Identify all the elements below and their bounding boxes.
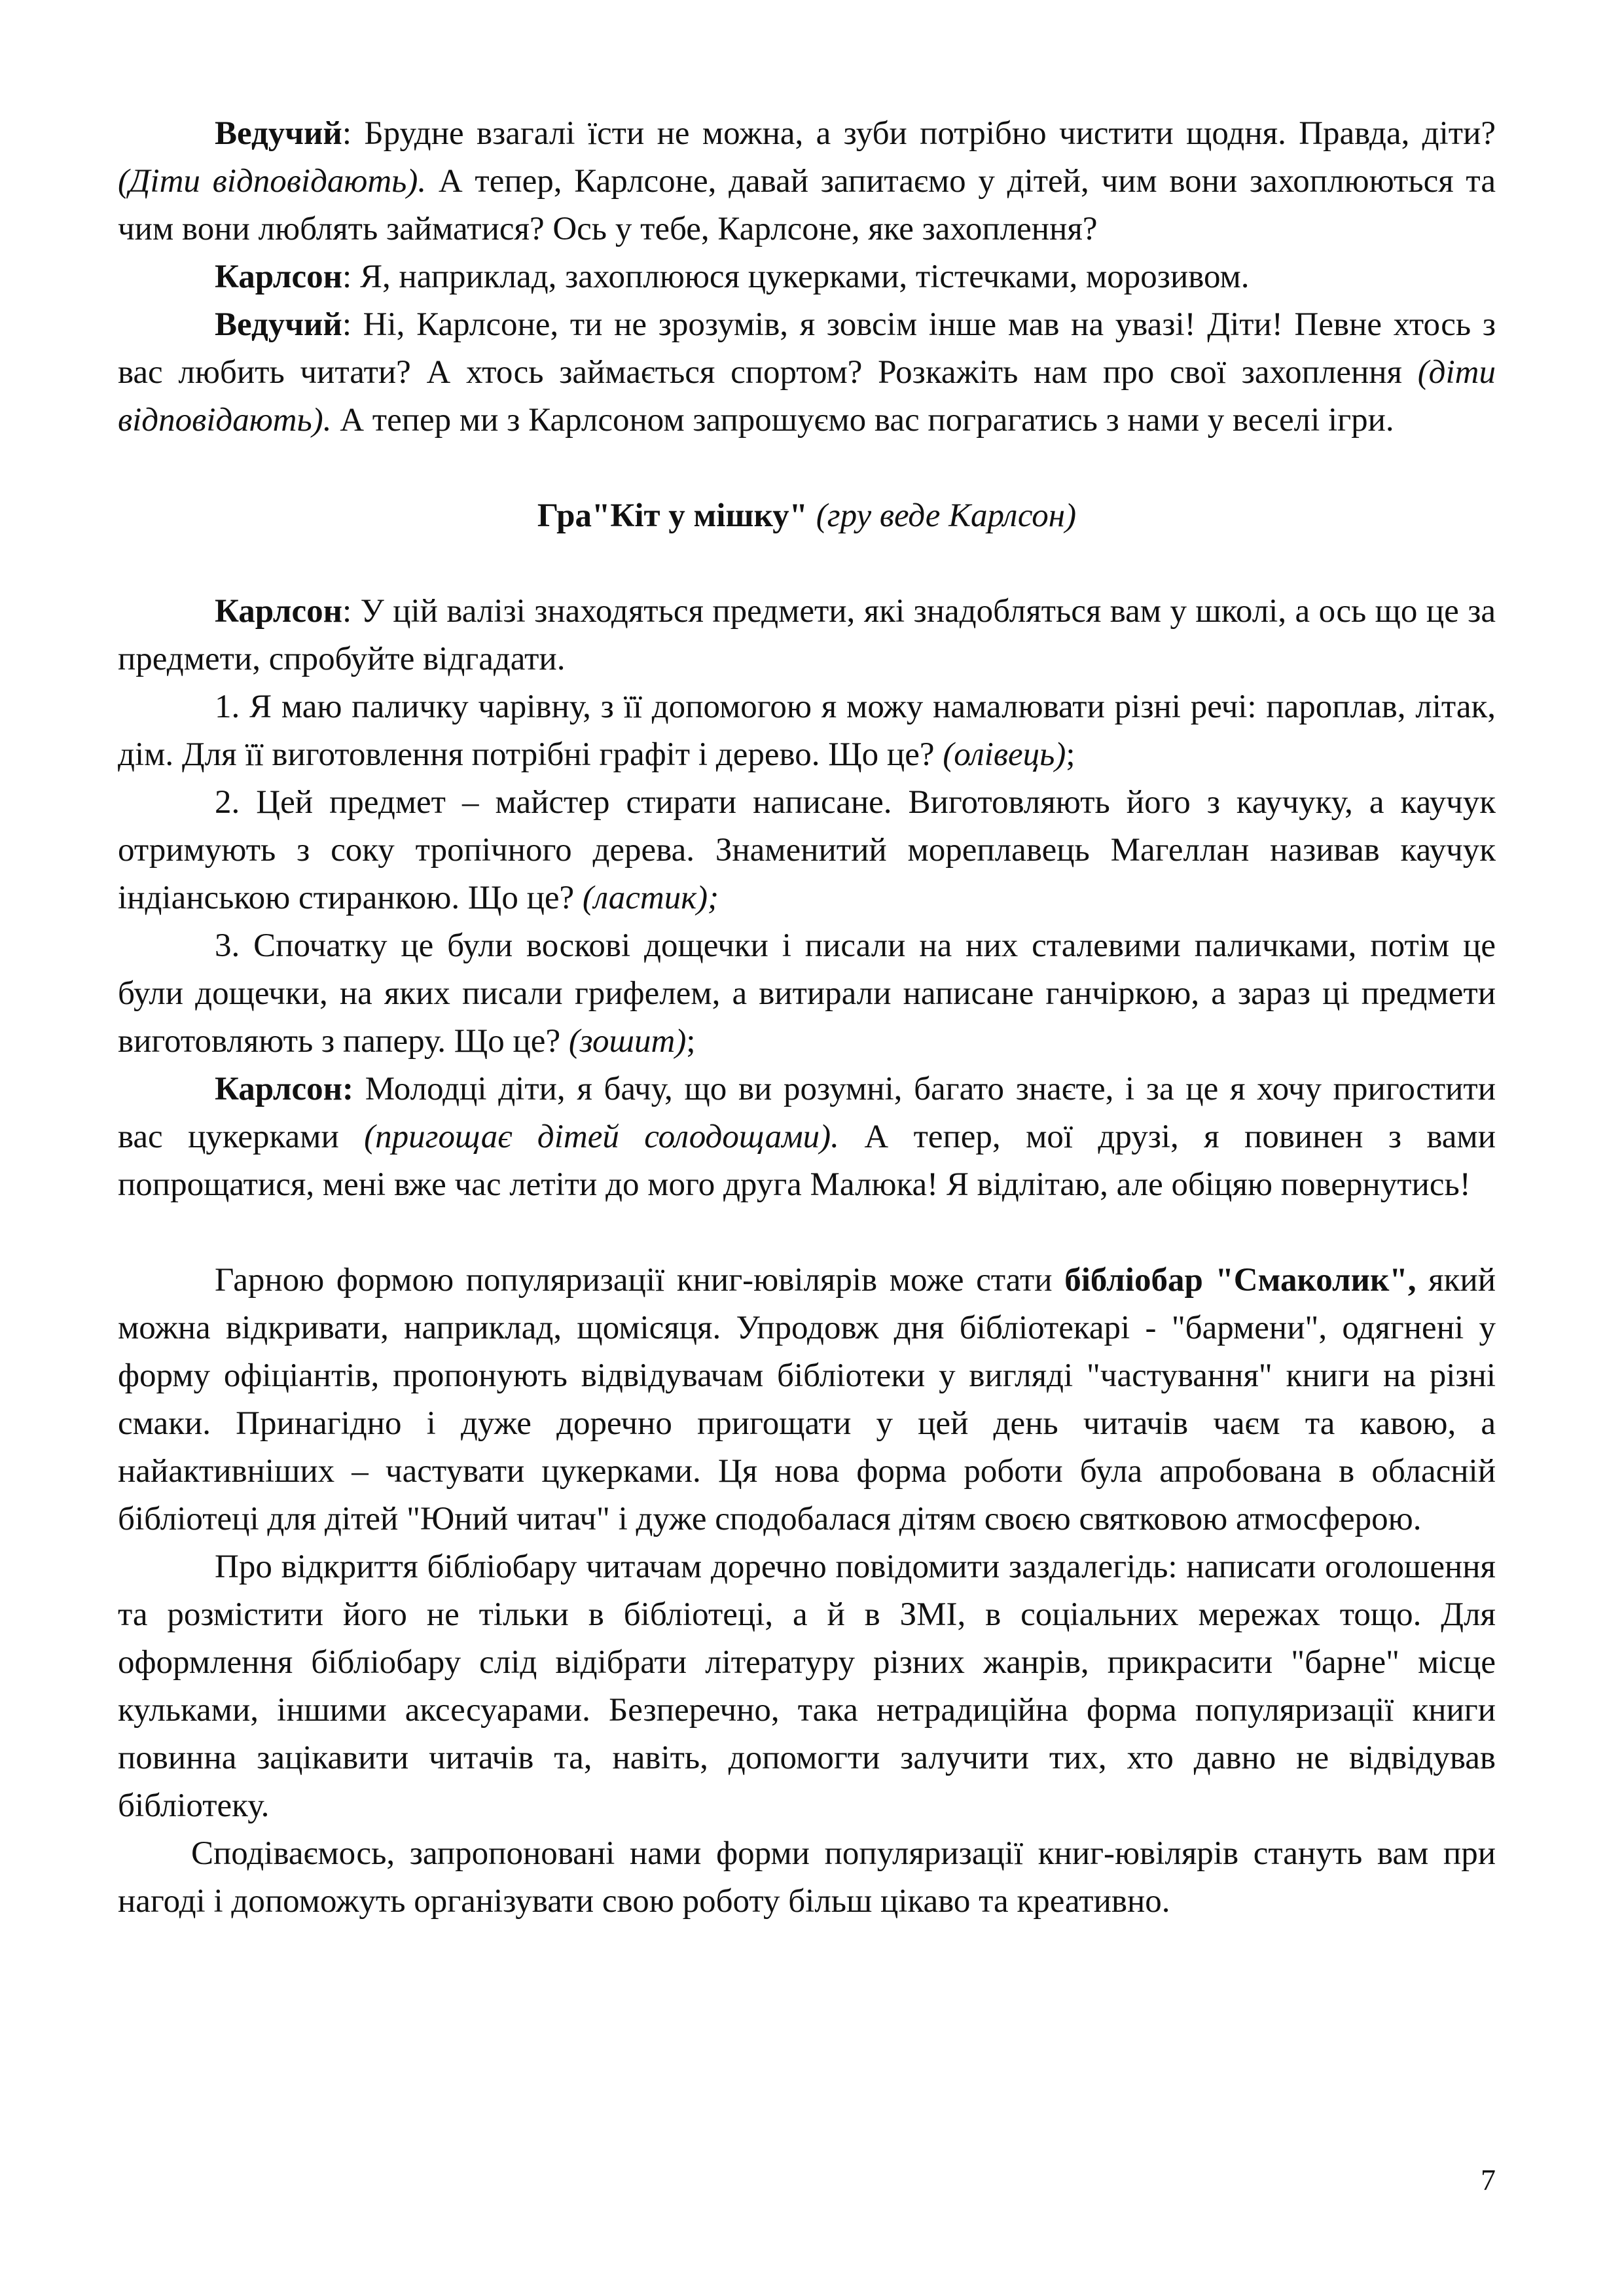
dialogue-text: А тепер ми з Карлсоном запрошуємо вас пограгатись з нами у веселі ігри. [331,402,1394,439]
riddle-item: 3. Спочатку це були воскові дощечки і писали на них сталевими паличками, потім це були дощечки, на яких писали грифелем, а витирали написане ганчіркою, а зараз ці предмети виготовляють з паперу. Що це? (зошит); [118,927,1496,1060]
dialogue-line: Карлсон: У цій валізі знаходяться предмети, які знадобляться вам у школі, а ось що це за предмети, спробуйте відгадати. [118,593,1496,677]
dialogue-text: А тепер, мої друзі, я повинен з вами попрощатися, мені вже час летіти до мого друга Малюка! Я відлітаю, але обіцяю повернутись! [118,1119,1496,1203]
speaker-name: Ведучий [215,115,342,152]
dialogue-text: У цій валізі знаходяться предмети, які знадобляться вам у школі, а ось що це за предмети, спробуйте відгадати. [118,593,1496,677]
riddle-answer: (олівець) [943,736,1066,773]
dialogue-text: Брудне взагалі їсти не можна, а зуби потрібно чистити щодня. Правда, діти? [364,115,1496,152]
dialogue-line: Ведучий: Ні, Карлсоне, ти не зрозумів, я зовсім інше мав на увазі! Діти! Певне хтось з вас любить читати? А хтось займається спортом? Розкажіть нам про свої захоплення (діти відповідають). А тепер ми з Карлсоном запрошуємо вас пограгатись з нами у веселі ігри. [118,306,1496,439]
page-number: 7 [1481,2163,1496,2197]
riddle-item: 1. Я маю паличку чарівну, з її допомогою я можу намалювати різні речі: пароплав, літак, дім. Для її виготовлення потрібні графіт і дерево. Що це? (олівець); [118,689,1496,773]
body-paragraph: Гарною формою популяризації книг-ювілярів може стати бібліобар "Смаколик", який можна відкривати, наприклад, щомісяця. Упродовж дня бібліотекарі - "бармени", одягнені у форму офіціантів, пропонують відвідувачам бібліотеки у вигляді "частування" книги на різні смаки. Принагідно і дуже доречно пригощати у цей день читачів чаєм та кавою, а найактивніших – частувати цукерками. Ця нова форма роботи була апробована в обласній бібліотеці для дітей "Юний читач" і дуже сподобалася дітям своєю святковою атмосферою. [118,1262,1496,1537]
stage-note: (діти відповідають). [118,354,1496,439]
riddle-text: 2. Цей предмет – майстер стирати написане. Виготовляють його з каучуку, а каучук отримують з соку тропічного дерева. Знаменитий мореплавець Магеллан називав каучук індіанською стиранкою. Що це? [118,784,1496,916]
speaker-name: Карлсон [215,593,343,630]
dialogue-text: А тепер, Карлсоне, давай запитаємо у дітей, чим вони захоплюються та чим вони люблять займатися? Ось у тебе, Карлсоне, яке захоплення? [118,163,1496,247]
dialogue-line [118,1066,1496,1209]
riddle-text: 1. Я маю паличку чарівну, з її допомогою я можу намалювати різні речі: пароплав, літак, дім. Для її виготовлення потрібні графіт і дерево. Що це? [118,689,1496,773]
riddle-answer: (ластик); [582,880,719,916]
speaker-name: Карлсон: [215,1071,354,1107]
riddle-item [118,779,1496,922]
conclusion-paragraph: Сподіваємось, запропоновані нами форми популяризації книг-ювілярів стануть вам при нагоді і допоможуть організувати свою роботу більш цікаво та креативно. [118,1835,1496,1920]
bibliobar-name: бібліобар "Смаколик", [1064,1262,1416,1299]
stage-note: (пригощає дітей солодощами). [364,1119,839,1155]
spacer [118,1209,1496,1257]
dialogue-line: Ведучий: Брудне взагалі їсти не можна, а зуби потрібно чистити щодня. Правда, діти? (Діти відповідають). А тепер, Карлсоне, давай запитаємо у дітей, чим вони захоплюються та чим вони люблять займатися? Ось у тебе, Карлсоне, яке захоплення? [118,115,1496,247]
riddle-answer: (зошит) [568,1023,687,1060]
spacer [118,540,1496,588]
dialogue-line: Карлсон: Я, наприклад, захоплююся цукерками, тістечками, морозивом. [215,259,1250,295]
speaker-name: Карлсон [215,259,343,295]
game-title: Гра"Кіт у мішку" [537,497,808,534]
spacer [118,444,1496,492]
dialogue-text: Ні, Карлсоне, ти не зрозумів, я зовсім інше мав на увазі! Діти! Певне хтось з вас любить читати? А хтось займається спортом? Розкажіть нам про свої захоплення [118,306,1496,391]
riddle-text: 3. Спочатку це були воскові дощечки і писали на них сталевими паличками, потім це були дощечки, на яких писали грифелем, а витирали написане ганчіркою, а зараз ці предмети виготовляють з паперу. Що це? [118,927,1496,1060]
game-note: (гру веде Карлсон) [816,497,1077,534]
game-heading [118,492,1496,540]
body-paragraph: Про відкриття бібліобару читачам доречно повідомити заздалегідь: написати оголошення та розмістити його не тільки в бібліотеці, а й в ЗМІ, в соціальних мережах тощо. Для оформлення бібліобару слід відібрати літературу різних жанрів, прикрасити "барне" місце кульками, іншими аксесуарами. Безперечно, така нетрадиційна форма популяризації книги повинна зацікавити читачів та, навіть, допомогти залучити тих, хто давно не відвідував бібліотеку. [118,1549,1496,1824]
dialogue-text: Молодці діти, я бачу, що ви розумні, багато знаєте, і за це я хочу пригостити вас цукерками [118,1071,1496,1155]
dialogue-text: Я, наприклад, захоплююся цукерками, тістечками, морозивом. [359,259,1250,295]
stage-note: (Діти відповідають). [118,163,427,200]
speaker-name: Ведучий [215,306,342,343]
